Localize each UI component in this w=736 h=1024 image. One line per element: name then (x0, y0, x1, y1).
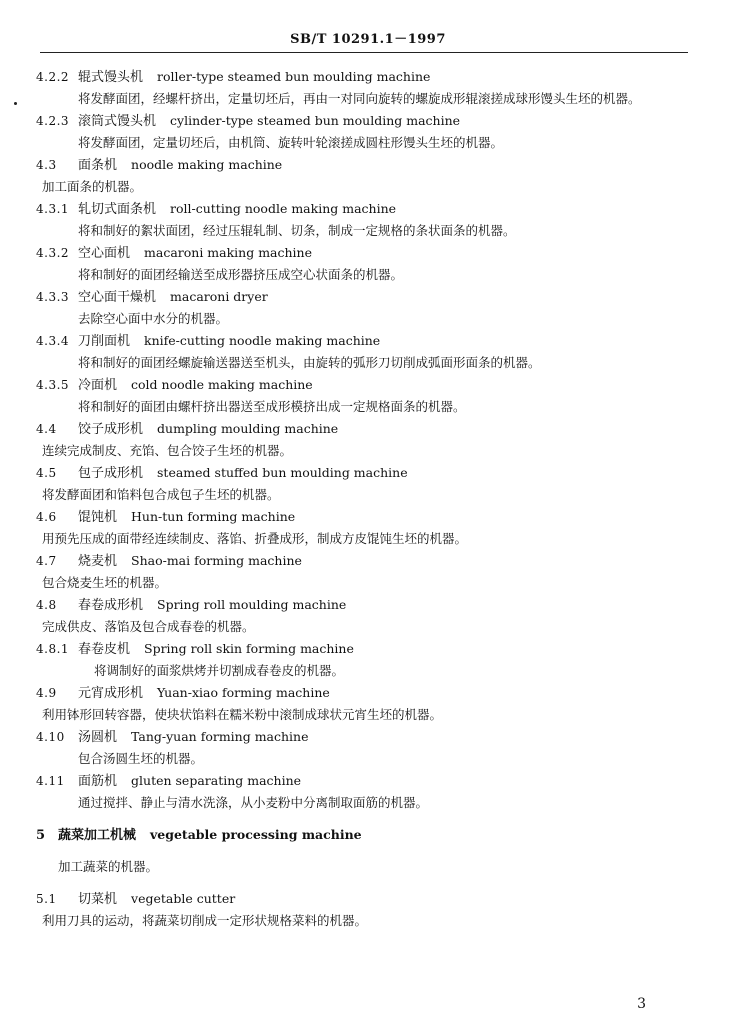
term-definition: 加工面条的机器。 (42, 179, 143, 194)
term-english: Hun-tun forming machine (131, 509, 296, 524)
term-definition: 包合汤圆生坯的机器。 (78, 751, 204, 766)
term-definition: 将和制好的面团经输送至成形器挤压成空心状面条的机器。 (78, 267, 404, 282)
term-chinese: 烧麦机 (78, 554, 118, 569)
term-english: steamed stuffed bun moulding machine (157, 465, 408, 480)
term-entry-4-9 (36, 682, 686, 726)
term-number: 5 (36, 828, 46, 843)
term-chinese: 春卷成形机 (78, 598, 144, 613)
term-definition: 连续完成制皮、充馅、包合饺子生坯的机器。 (42, 443, 293, 458)
term-english: vegetable cutter (131, 891, 236, 906)
term-definition: 利用钵形回转容器，使块状馅料在糯米粉中滚制成球状元宵生坯的机器。 (42, 707, 443, 722)
term-definition: 将发酵面团和馅料包合成包子生坯的机器。 (42, 487, 280, 502)
term-definition: 将发酵面团，定量切坯后，由机筒、旋转叶轮滚搓成圆柱形馒头生坯的机器。 (78, 135, 504, 150)
term-number: 4.10 (36, 730, 65, 744)
term-number: 4.8.1 (36, 642, 70, 656)
term-entry-4-10 (36, 726, 686, 770)
term-chinese: 空心面机 (78, 246, 131, 261)
term-entry-4-4 (36, 418, 686, 462)
term-number: 4.2.2 (36, 70, 70, 84)
term-definition: 去除空心面中水分的机器。 (78, 311, 229, 326)
term-definition: 将和制好的絮状面团，经过压辊轧制、切条，制成一定规格的条状面条的机器。 (78, 223, 516, 238)
term-entry-4-8-1 (36, 638, 686, 682)
term-english: Yuan-xiao forming machine (157, 685, 330, 700)
term-chinese: 空心面干燥机 (78, 290, 157, 305)
term-definition: 通过搅拌、静止与清水洗涤，从小麦粉中分离制取面筋的机器。 (78, 795, 429, 810)
term-entry-4-8 (36, 594, 686, 638)
term-definition: 将发酵面团，经螺杆挤出，定量切坯后，再由一对同向旋转的螺旋成形辊滚搓成球形馒头生坯的机器。 (78, 91, 641, 106)
term-english: knife-cutting noodle making machine (144, 333, 381, 348)
term-number: 4.8 (36, 598, 57, 612)
term-english: Spring roll moulding machine (157, 597, 347, 612)
term-definition: 将和制好的面团经螺旋输送器送至机头，由旋转的弧形刀切削成弧面形面条的机器。 (78, 355, 541, 370)
term-entry-4-7 (36, 550, 686, 594)
term-number: 4.3.3 (36, 290, 70, 304)
term-entry-4-2-3 (36, 110, 686, 154)
term-chinese: 面条机 (78, 158, 118, 173)
term-chinese: 汤圆机 (78, 730, 118, 745)
term-entry-5-1 (36, 888, 686, 932)
term-english: cylinder-type steamed bun moulding machine (170, 113, 461, 128)
term-english: Shao-mai forming machine (131, 553, 302, 568)
term-number: 4.6 (36, 510, 57, 524)
term-definition: 将调制好的面浆烘烤并切割成春卷皮的机器。 (94, 663, 345, 678)
term-english: noodle making machine (131, 157, 283, 172)
term-english: roll-cutting noodle making machine (170, 201, 397, 216)
term-number: 4.4 (36, 422, 57, 436)
term-english: vegetable processing machine (150, 827, 362, 842)
term-chinese: 元宵成形机 (78, 686, 144, 701)
term-definition: 加工蔬菜的机器。 (58, 859, 159, 874)
header-rule (40, 52, 688, 53)
term-chinese: 馄饨机 (78, 510, 118, 525)
term-definition: 完成供皮、落馅及包合成春卷的机器。 (42, 619, 255, 634)
term-number: 4.3.2 (36, 246, 70, 260)
term-chinese: 春卷皮机 (78, 642, 131, 657)
term-entry-4-3 (36, 154, 686, 198)
term-entry-4-3-3 (36, 286, 686, 330)
term-english: gluten separating machine (131, 773, 302, 788)
term-entry-4-6 (36, 506, 686, 550)
term-english: macaroni dryer (170, 289, 268, 304)
term-definition: 包合烧麦生坯的机器。 (42, 575, 168, 590)
term-number: 4.3.5 (36, 378, 70, 392)
term-number: 4.2.3 (36, 114, 70, 128)
term-definition: 用预先压成的面带经连续制皮、落馅、折叠成形，制成方皮馄饨生坯的机器。 (42, 531, 468, 546)
term-entry-4-3-4 (36, 330, 686, 374)
term-chinese: 刀削面机 (78, 334, 131, 349)
page-number: 3 (637, 996, 646, 1012)
term-english: dumpling moulding machine (157, 421, 339, 436)
term-chinese: 蔬菜加工机械 (58, 828, 137, 843)
term-number: 4.3.4 (36, 334, 70, 348)
term-number: 4.5 (36, 466, 57, 480)
term-entry-4-3-5 (36, 374, 686, 418)
term-english: roller-type steamed bun moulding machine (157, 69, 431, 84)
term-definition: 利用刀具的运动，将蔬菜切削成一定形状规格菜料的机器。 (42, 913, 368, 928)
term-entry-4-3-2 (36, 242, 686, 286)
term-number: 4.9 (36, 686, 57, 700)
term-entry-4-11 (36, 770, 686, 814)
term-number: 4.11 (36, 774, 65, 788)
term-number: 5.1 (36, 892, 57, 906)
term-chinese: 轧切式面条机 (78, 202, 157, 217)
term-chinese: 辊式馒头机 (78, 70, 144, 85)
term-chinese: 面筋机 (78, 774, 118, 789)
document-code-header: SB/T 10291.1－1997 (290, 32, 446, 47)
term-chinese: 包子成形机 (78, 466, 144, 481)
term-english: Tang-yuan forming machine (131, 729, 309, 744)
term-number: 4.3 (36, 158, 57, 172)
term-number: 4.7 (36, 554, 57, 568)
term-entry-4-3-1 (36, 198, 686, 242)
term-number: 4.3.1 (36, 202, 70, 216)
term-english: Spring roll skin forming machine (144, 641, 354, 656)
term-entry-5 (36, 824, 686, 878)
term-english: macaroni making machine (144, 245, 313, 260)
term-definition: 将和制好的面团由螺杆挤出器送至成形模挤出成一定规格面条的机器。 (78, 399, 466, 414)
term-entry-4-5 (36, 462, 686, 506)
term-chinese: 滚筒式馒头机 (78, 114, 157, 129)
term-chinese: 冷面机 (78, 378, 118, 393)
term-entries (0, 66, 736, 932)
term-english: cold noodle making machine (131, 377, 313, 392)
term-entry-4-2-2 (36, 66, 686, 110)
term-chinese: 饺子成形机 (78, 422, 144, 437)
term-chinese: 切菜机 (78, 892, 118, 907)
